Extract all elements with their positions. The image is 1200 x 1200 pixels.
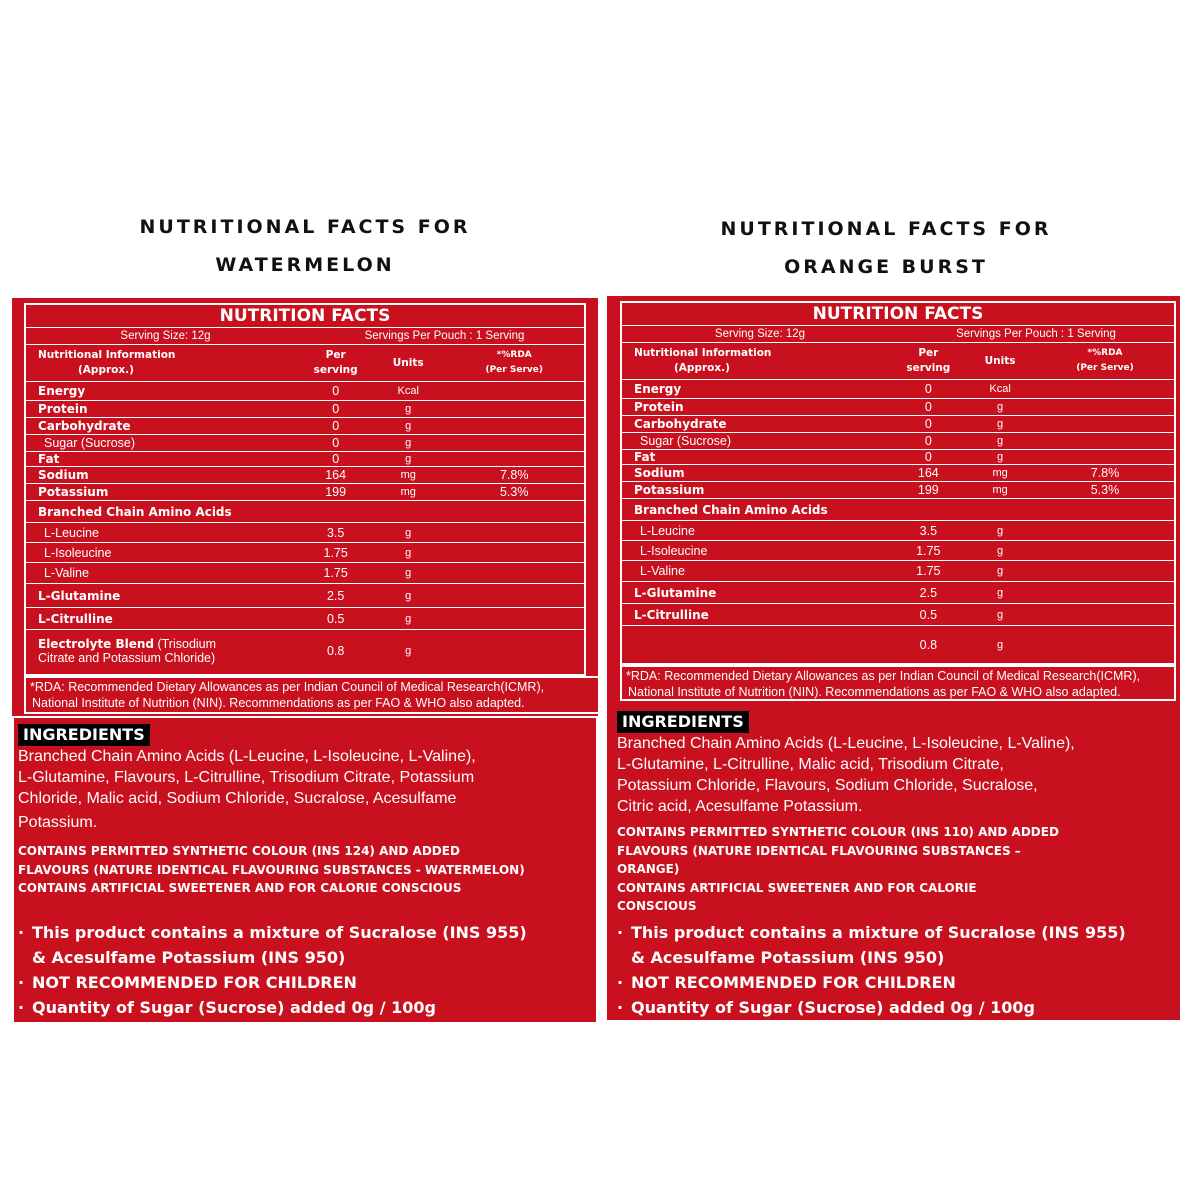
left-ingredients-text — [14, 746, 596, 833]
right-bullet-2-text: NOT RECOMMENDED FOR CHILDREN — [631, 972, 956, 992]
per-serving-value: 0 — [332, 402, 340, 416]
right-serving-row — [622, 326, 1174, 343]
nutrient-name-text: Sugar (Sucrose) — [640, 434, 732, 448]
table-row — [622, 482, 1174, 499]
per-serving-value: 3.5 — [326, 525, 345, 540]
left-bullet-1-line1: This product contains a mixture of Sucralose (INS 955) — [32, 922, 527, 942]
left-serving-row — [26, 328, 584, 345]
unit-value: Kcal — [397, 385, 419, 397]
nutrient-name-text: Protein — [38, 402, 88, 416]
nutrient-name — [622, 466, 892, 480]
nutrient-name — [26, 452, 299, 466]
per-serving-value: 0 — [924, 450, 932, 464]
unit-value: g — [997, 401, 1004, 413]
nutrient-name-text: Potassium — [38, 485, 109, 499]
unit-value: g — [997, 639, 1004, 651]
nutrient-name-text: L-Isoleucine — [44, 545, 112, 560]
left-col-per — [299, 348, 372, 378]
nutrient-name-text: Carbohydrate — [634, 417, 727, 431]
table-row — [26, 418, 584, 435]
left-heading — [10, 208, 600, 284]
right-bullet-3-text: Quantity of Sugar (Sucrose) added 0g / 100g — [631, 997, 1035, 1017]
nutrient-name — [622, 608, 892, 622]
nutrient-name-text: L-Leucine — [640, 523, 695, 538]
right-rda-note-line2: National Institute of Nutrition (NIN). Recommendations as per FAO & WHO also adapted. — [628, 685, 1121, 699]
right-panel — [607, 296, 1180, 1020]
right-col-rda-line2: (Per Serve) — [1076, 363, 1134, 373]
nutrient-name-text: Fat — [634, 450, 656, 464]
left-col-rda-line1: *%RDA — [496, 350, 532, 360]
left-col-rda — [444, 348, 584, 378]
right-col-info-line2: (Approx.) — [674, 362, 730, 374]
right-contains-line2: FLAVOURS (NATURE IDENTICAL FLAVOURING SUBSTANCES – — [617, 843, 1021, 858]
table-row — [622, 521, 1174, 541]
left-col-rda-line2: (Per Serve) — [485, 365, 543, 375]
per-serving-value: 0.8 — [919, 638, 938, 652]
nutrient-name-text: Energy — [38, 384, 86, 398]
rda-value: 5.3% — [1090, 483, 1120, 497]
per-serving-value: 0.5 — [326, 611, 345, 626]
table-row — [26, 484, 584, 501]
nutrient-name-text: L-Citrulline — [38, 611, 113, 626]
right-contains-text — [613, 823, 1180, 916]
unit-value: g — [405, 420, 412, 432]
unit-value: g — [405, 567, 412, 579]
table-row — [622, 604, 1174, 626]
per-serving-value: 2.5 — [919, 585, 938, 600]
nutrient-name-text: Branched Chain Amino Acids — [634, 502, 828, 517]
table-row — [622, 582, 1174, 604]
table-row — [622, 399, 1174, 416]
nutrient-name — [622, 544, 892, 558]
per-serving-value: 2.5 — [326, 588, 345, 603]
nutrient-name-text: Sodium — [38, 468, 89, 482]
right-rda-note-line1: *RDA: Recommended Dietary Allowances as per Indian Council of Medical Research(ICMR), — [626, 669, 1141, 683]
right-ing-line1: Branched Chain Amino Acids (L-Leucine, L-Isoleucine, L-Valine), — [617, 735, 1075, 752]
nutrient-name — [26, 402, 299, 416]
right-col-per — [892, 346, 964, 376]
unit-value: mg — [400, 469, 416, 481]
left-ingredients-title: INGREDIENTS — [18, 724, 150, 746]
right-col-rda — [1036, 346, 1174, 376]
nutrient-name-text: L-Valine — [44, 566, 89, 580]
nutrient-name — [622, 483, 892, 497]
nutrient-name — [622, 503, 892, 517]
left-ing-line1: Branched Chain Amino Acids (L-Leucine, L-Isoleucine, L-Valine), — [18, 748, 476, 765]
unit-value: mg — [400, 486, 416, 498]
nutrient-name — [26, 637, 299, 665]
table-row — [26, 523, 584, 543]
left-bullet-2-text: NOT RECOMMENDED FOR CHILDREN — [32, 972, 357, 992]
right-bullet-1-line1: This product contains a mixture of Sucralose (INS 955) — [631, 922, 1126, 942]
left-rda-note-line2: National Institute of Nutrition (NIN). Recommendations as per FAO & WHO also adapted. — [32, 696, 525, 710]
per-serving-value: 1.75 — [323, 545, 348, 560]
per-serving-value: 3.5 — [919, 523, 938, 538]
right-ing-line3: Potassium Chloride, Flavours, Sodium Chloride, Sucralose, — [617, 777, 1038, 794]
right-bullet-1-line2: & Acesulfame Potassium (INS 950) — [631, 947, 945, 967]
table-row — [26, 401, 584, 418]
right-serving-size: Serving Size: 12g — [714, 328, 806, 340]
left-bullet-2: · NOT RECOMMENDED FOR CHILDREN — [18, 970, 592, 995]
per-serving-value: 164 — [325, 468, 347, 482]
unit-value: g — [405, 526, 412, 539]
right-contains-line5: CONSCIOUS — [617, 899, 697, 913]
nutrient-name-text: Electrolyte Blend — [38, 637, 154, 651]
rda-value: 7.8% — [499, 468, 529, 482]
table-row — [622, 416, 1174, 433]
nutrient-name — [26, 436, 299, 450]
table-row — [622, 626, 1174, 664]
right-col-info-line1: Nutritional Information — [634, 347, 772, 359]
nutrient-name-text: Branched Chain Amino Acids — [38, 504, 232, 519]
right-ing-line4: Citric acid, Acesulfame Potassium. — [617, 798, 863, 815]
per-serving-value: 0.5 — [919, 607, 938, 622]
unit-value: mg — [992, 484, 1008, 496]
table-row — [622, 433, 1174, 450]
left-table-body — [26, 382, 584, 672]
per-serving-value: 1.75 — [916, 543, 941, 558]
rda-value: 5.3% — [499, 485, 529, 499]
nutrient-name — [622, 434, 892, 448]
right-ingredients-section — [613, 704, 1180, 1020]
left-column-headers — [26, 345, 584, 382]
left-contains-line2: FLAVOURS (NATURE IDENTICAL FLAVOURING SUBSTANCES - WATERMELON) — [18, 862, 525, 877]
left-bullet-3: · Quantity of Sugar (Sucrose) added 0g / 100g — [18, 995, 592, 1020]
right-col-info — [622, 346, 892, 376]
per-serving-value: 0 — [332, 384, 340, 398]
right-bullet-2: · NOT RECOMMENDED FOR CHILDREN — [617, 970, 1176, 995]
table-row — [622, 499, 1174, 521]
right-bullet-1: · This product contains a mixture of Sucralose (INS 955) & Acesulfame Potassium (INS 950) — [617, 920, 1176, 970]
unit-value: g — [405, 546, 412, 559]
left-ing-line2: L-Glutamine, Flavours, L-Citrulline, Trisodium Citrate, Potassium — [18, 769, 475, 786]
right-col-units: Units — [984, 354, 1016, 367]
nutrient-name-text: L-Glutamine — [38, 588, 121, 603]
left-facts-title: NUTRITION FACTS — [26, 305, 584, 328]
per-serving-value: 0 — [924, 417, 932, 431]
unit-value: g — [997, 565, 1004, 577]
right-ingredients-title: INGREDIENTS — [617, 711, 749, 733]
nutrient-name — [622, 564, 892, 578]
right-servings-per-pouch: Servings Per Pouch : 1 Serving — [956, 328, 1116, 340]
table-row — [26, 467, 584, 484]
left-contains-line3: CONTAINS ARTIFICIAL SWEETENER AND FOR CALORIE CONSCIOUS — [18, 881, 462, 895]
per-serving-value: 0.8 — [326, 644, 345, 658]
table-row — [622, 380, 1174, 399]
table-row — [622, 541, 1174, 561]
nutrient-name-text: Protein — [634, 400, 684, 414]
table-row — [26, 630, 584, 672]
left-col-info-line2: (Approx.) — [78, 364, 134, 376]
table-row — [26, 584, 584, 608]
left-rda-note — [24, 676, 600, 714]
left-ing-line4: Potassium. — [18, 814, 98, 831]
nutrient-name — [26, 468, 299, 482]
table-row — [26, 608, 584, 630]
unit-value: g — [405, 612, 412, 625]
table-row — [622, 450, 1174, 465]
right-column-headers — [622, 343, 1174, 380]
nutrient-name — [26, 384, 299, 398]
table-row — [26, 501, 584, 523]
right-table-body — [622, 380, 1174, 664]
right-contains-line1: CONTAINS PERMITTED SYNTHETIC COLOUR (INS 110) AND ADDED — [617, 825, 1059, 839]
left-bullets — [14, 920, 596, 1020]
left-col-info — [26, 348, 299, 378]
nutrient-name — [26, 546, 299, 560]
nutrient-name — [26, 485, 299, 499]
right-rda-note — [620, 665, 1176, 701]
left-nutrition-facts-table — [24, 303, 586, 676]
right-contains-line3: ORANGE) — [617, 862, 680, 876]
per-serving-value: 1.75 — [323, 566, 348, 580]
per-serving-value: 0 — [332, 419, 340, 433]
nutrient-name — [26, 505, 299, 519]
nutrient-name-text: Sugar (Sucrose) — [44, 436, 136, 450]
table-row — [26, 543, 584, 563]
nutrient-name — [622, 586, 892, 600]
nutrient-name — [26, 612, 299, 626]
unit-value: g — [997, 435, 1004, 447]
per-serving-value: 0 — [924, 434, 932, 448]
right-col-per-line2: serving — [906, 362, 951, 374]
table-row — [26, 382, 584, 401]
right-heading — [606, 210, 1166, 286]
unit-value: Kcal — [989, 383, 1011, 395]
left-ing-line3: Chloride, Malic acid, Sodium Chloride, Sucralose, Acesulfame — [18, 790, 457, 807]
nutrient-name-text: Potassium — [634, 483, 705, 497]
right-bullets — [613, 920, 1180, 1020]
nutrient-name — [622, 382, 892, 396]
nutrient-name-text: Sodium — [634, 466, 685, 480]
right-ing-line2: L-Glutamine, L-Citrulline, Malic acid, Trisodium Citrate, — [617, 756, 1004, 773]
unit-value: g — [997, 544, 1004, 557]
per-serving-value: 164 — [917, 466, 939, 480]
left-heading-line2: WATERMELON — [215, 254, 395, 276]
right-contains-line4: CONTAINS ARTIFICIAL SWEETENER AND FOR CALORIE — [617, 880, 977, 895]
nutrient-name-text: Carbohydrate — [38, 419, 131, 433]
left-ingredients-section — [12, 716, 598, 1024]
nutrient-name-text: L-Leucine — [44, 525, 99, 540]
rda-value: 7.8% — [1090, 466, 1120, 480]
per-serving-value: 0 — [924, 400, 932, 414]
nutrient-name-text: L-Glutamine — [634, 585, 717, 600]
nutrient-name — [26, 589, 299, 603]
per-serving-value: 0 — [924, 382, 932, 396]
table-row — [26, 435, 584, 452]
table-row — [26, 563, 584, 584]
left-panel — [12, 298, 598, 1024]
nutrient-name-text: Energy — [634, 382, 682, 396]
right-ingredients-text — [613, 733, 1180, 817]
nutrient-name — [622, 524, 892, 538]
unit-value: mg — [992, 467, 1008, 479]
nutrient-name — [622, 417, 892, 431]
table-row — [622, 561, 1174, 582]
right-nutrition-facts-table — [620, 301, 1176, 665]
nutrient-name-extra: (Trisodium — [157, 637, 217, 651]
right-heading-line1: NUTRITIONAL FACTS FOR — [720, 218, 1052, 240]
unit-value: g — [405, 453, 412, 465]
nutrient-name-text: L-Isoleucine — [640, 543, 708, 558]
left-contains-line1: CONTAINS PERMITTED SYNTHETIC COLOUR (INS 124) AND ADDED — [18, 844, 460, 858]
nutrient-name-line2: Citrate and Potassium Chloride) — [38, 651, 216, 665]
left-servings-per-pouch: Servings Per Pouch : 1 Serving — [364, 330, 525, 342]
right-heading-line2: ORANGE BURST — [784, 256, 988, 278]
nutrient-name — [622, 400, 892, 414]
unit-value: g — [997, 586, 1004, 599]
nutrient-name — [622, 450, 892, 464]
nutrient-name-text: L-Citrulline — [634, 607, 709, 622]
per-serving-value: 0 — [332, 436, 340, 450]
left-col-per-line1: Per — [325, 349, 346, 361]
left-bullet-1: · This product contains a mixture of Sucralose (INS 955) & Acesulfame Potassium (INS 950) — [18, 920, 592, 970]
left-col-info-line1: Nutritional Information — [38, 349, 176, 361]
right-col-rda-line1: *%RDA — [1087, 348, 1123, 358]
nutrient-name — [26, 419, 299, 433]
right-bullet-3: · Quantity of Sugar (Sucrose) added 0g / 100g — [617, 995, 1176, 1020]
unit-value: g — [405, 645, 412, 657]
left-rda-note-line1: *RDA: Recommended Dietary Allowances as per Indian Council of Medical Research(ICMR), — [30, 680, 545, 694]
right-facts-title: NUTRITION FACTS — [622, 303, 1174, 326]
left-heading-line1: NUTRITIONAL FACTS FOR — [139, 216, 471, 238]
unit-value: g — [997, 608, 1004, 621]
unit-value: g — [405, 403, 412, 415]
nutrient-name — [26, 526, 299, 540]
unit-value: g — [997, 451, 1004, 463]
table-row — [26, 452, 584, 467]
table-row — [622, 465, 1174, 482]
unit-value: g — [997, 418, 1004, 430]
left-bullet-3-text: Quantity of Sugar (Sucrose) added 0g / 100g — [32, 997, 436, 1017]
unit-value: g — [405, 589, 412, 602]
nutrient-name-text: L-Valine — [640, 564, 685, 578]
left-bullet-1-line2: & Acesulfame Potassium (INS 950) — [32, 947, 346, 967]
unit-value: g — [997, 524, 1004, 537]
left-serving-size: Serving Size: 12g — [120, 330, 211, 342]
left-col-units: Units — [392, 356, 424, 369]
left-contains-text — [14, 842, 596, 898]
per-serving-value: 199 — [917, 483, 939, 497]
per-serving-value: 199 — [325, 485, 347, 499]
nutrient-name — [26, 566, 299, 580]
left-col-per-line2: serving — [313, 364, 358, 376]
right-col-per-line1: Per — [918, 347, 939, 359]
per-serving-value: 0 — [332, 452, 340, 466]
per-serving-value: 1.75 — [916, 564, 941, 578]
unit-value: g — [405, 437, 412, 449]
nutrient-name-text: Fat — [38, 452, 60, 466]
